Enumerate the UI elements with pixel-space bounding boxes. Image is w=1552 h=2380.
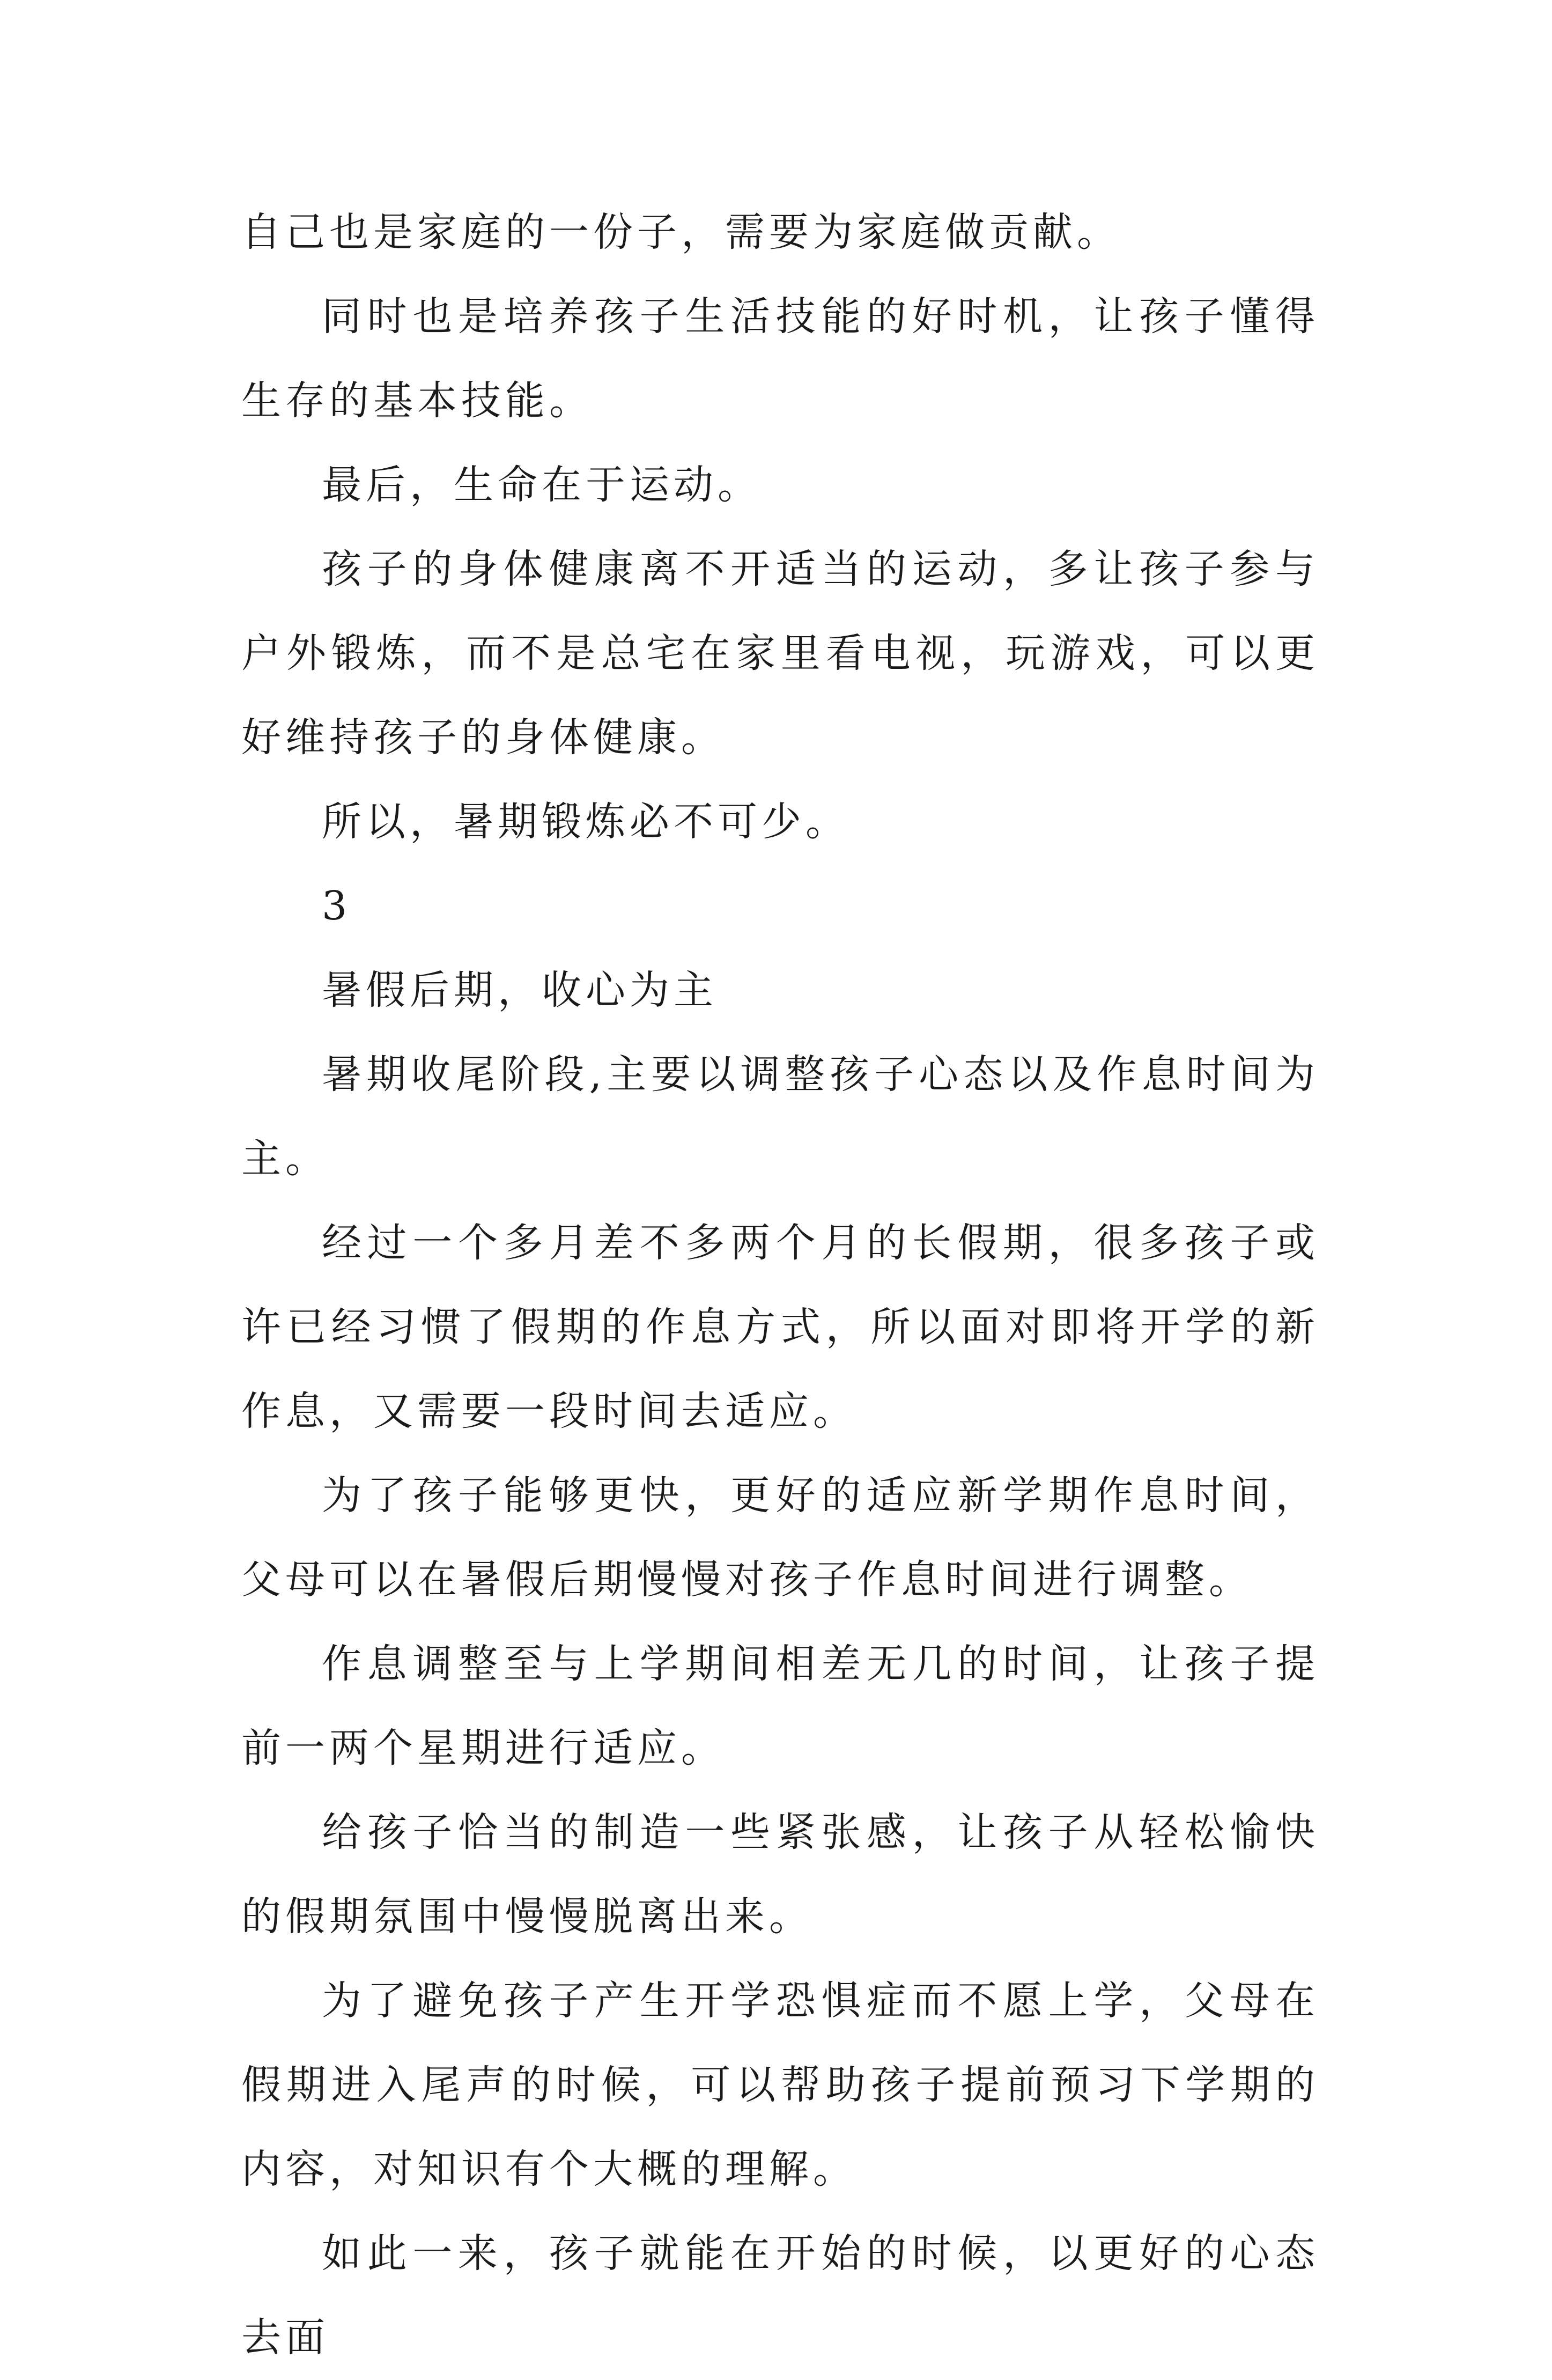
paragraph: 如此一来，孩子就能在开始的时候，以更好的心态去面	[241, 2230, 1319, 2361]
section-heading: 暑假后期，收心为主	[322, 967, 718, 1013]
paragraph: 最后，生命在于运动。	[322, 462, 762, 508]
body-text	[241, 190, 1319, 2380]
paragraph: 经过一个多月差不多两个月的长假期，很多孩子或许已经习惯了假期的作息方式，所以面对即将开学的新作息，又需要一段时间去适应。	[241, 1220, 1319, 1434]
paragraph: 所以，暑期锻炼必不可少。	[322, 799, 849, 845]
paragraph: 自己也是家庭的一份子，需要为家庭做贡献。	[241, 209, 1121, 255]
paragraph: 作息调整至与上学期间相差无几的时间，让孩子提前一两个星期进行适应。	[241, 1641, 1319, 1771]
paragraph: 为了避免孩子产生开学恐惧症而不愿上学，父母在假期进入尾声的时候，可以帮助孩子提前预习下学期的内容，对知识有个大概的理解。	[241, 1978, 1319, 2192]
paragraph: 暑期收尾阶段,主要以调整孩子心态以及作息时间为主。	[241, 1051, 1319, 1182]
paragraph: 孩子的身体健康离不开适当的运动，多让孩子参与户外锻炼，而不是总宅在家里看电视，玩游戏，可以更好维持孩子的身体健康。	[241, 546, 1319, 761]
paragraph: 为了孩子能够更快，更好的适应新学期作息时间，父母可以在暑假后期慢慢对孩子作息时间进行调整。	[241, 1472, 1319, 1603]
paragraph: 同时也是培养孩子生活技能的好时机，让孩子懂得生存的基本技能。	[241, 293, 1319, 424]
section-number: 3	[322, 883, 352, 929]
paragraph: 给孩子恰当的制造一些紧张感，让孩子从轻松愉快的假期氛围中慢慢脱离出来。	[241, 1809, 1319, 1940]
